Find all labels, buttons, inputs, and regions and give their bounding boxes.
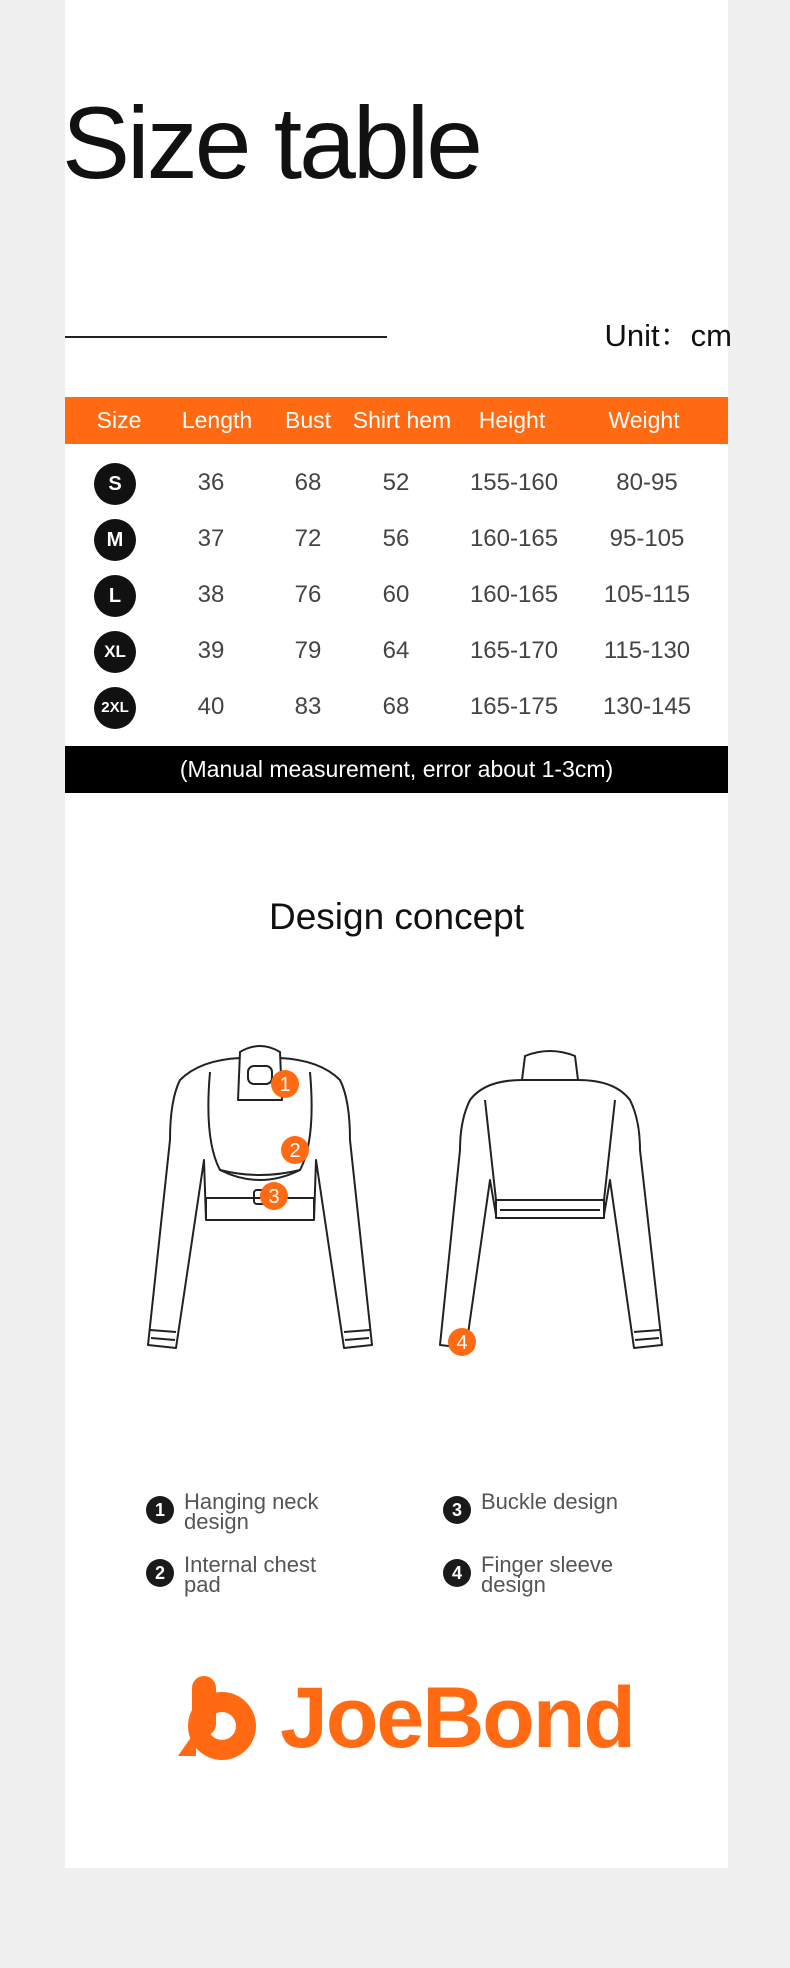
feature-number: 2 [146,1559,174,1587]
height-cell: 155-160 [469,469,559,496]
bust-cell: 76 [294,581,322,608]
weight-cell: 105-115 [603,581,691,608]
svg-text:4: 4 [456,1332,468,1354]
header-length: Length [181,407,253,433]
header-weight: Weight [608,407,680,433]
feature-item [443,1489,641,1524]
feature-label: Buckle design [481,1489,618,1514]
svg-text:2: 2 [289,1140,301,1162]
callout-3 [260,1182,288,1210]
size-badge: M [94,519,136,561]
hem-cell: 60 [382,581,410,608]
header-shirt-hem: Shirt hem [352,407,452,433]
bust-cell: 72 [294,525,322,552]
height-cell: 165-175 [469,693,559,720]
callout-4 [448,1328,476,1356]
brand-mark-icon [170,1670,266,1766]
table-row [65,679,728,735]
feature-item [443,1552,641,1597]
table-row [65,623,728,679]
feature-label: Finger sleeve design [481,1552,614,1597]
brand-name: JoeBond [280,1670,634,1766]
table-row [65,511,728,567]
size-badge: 2XL [94,687,136,729]
hem-cell: 52 [382,469,410,496]
length-cell: 38 [197,581,225,608]
bust-cell: 83 [294,693,322,720]
callout-2 [281,1136,309,1164]
weight-cell: 80-95 [616,469,678,496]
measurement-note: (Manual measurement, error about 1-3cm) [65,746,728,793]
size-table-header [65,397,728,444]
weight-cell: 95-105 [609,525,685,552]
header-bust: Bust [284,407,332,433]
back-view-illustration [430,1040,670,1360]
bust-cell: 79 [294,637,322,664]
header-height: Height [478,407,546,433]
weight-cell: 115-130 [603,637,691,664]
hem-cell: 68 [382,693,410,720]
table-row [65,567,728,623]
header-size: Size [96,407,142,433]
size-badge: XL [94,631,136,673]
svg-text:3: 3 [268,1186,280,1208]
length-cell: 37 [197,525,225,552]
size-badge: L [94,575,136,617]
feature-number: 4 [443,1559,471,1587]
feature-number: 3 [443,1496,471,1524]
feature-number: 1 [146,1496,174,1524]
table-row [65,455,728,511]
feature-item [146,1552,344,1597]
design-title: Design concept [268,896,525,937]
hem-cell: 56 [382,525,410,552]
feature-item [146,1489,344,1534]
weight-cell: 130-145 [602,693,692,720]
unit-label: Unit：cm [604,318,732,353]
height-cell: 165-170 [469,637,559,664]
feature-label: Hanging neck design [184,1489,319,1534]
height-cell: 160-165 [469,581,559,608]
feature-label: Internal chest pad [184,1552,317,1597]
callout-1 [271,1070,299,1098]
height-cell: 160-165 [469,525,559,552]
length-cell: 36 [197,469,225,496]
size-badge: S [94,463,136,505]
length-cell: 39 [197,637,225,664]
svg-text:1: 1 [279,1074,291,1096]
front-view-illustration [140,1040,380,1360]
brand-logo [170,1670,634,1766]
bust-cell: 68 [294,469,322,496]
hem-cell: 64 [382,637,410,664]
title-divider [65,336,387,338]
length-cell: 40 [197,693,225,720]
page-title: Size table [62,86,480,200]
